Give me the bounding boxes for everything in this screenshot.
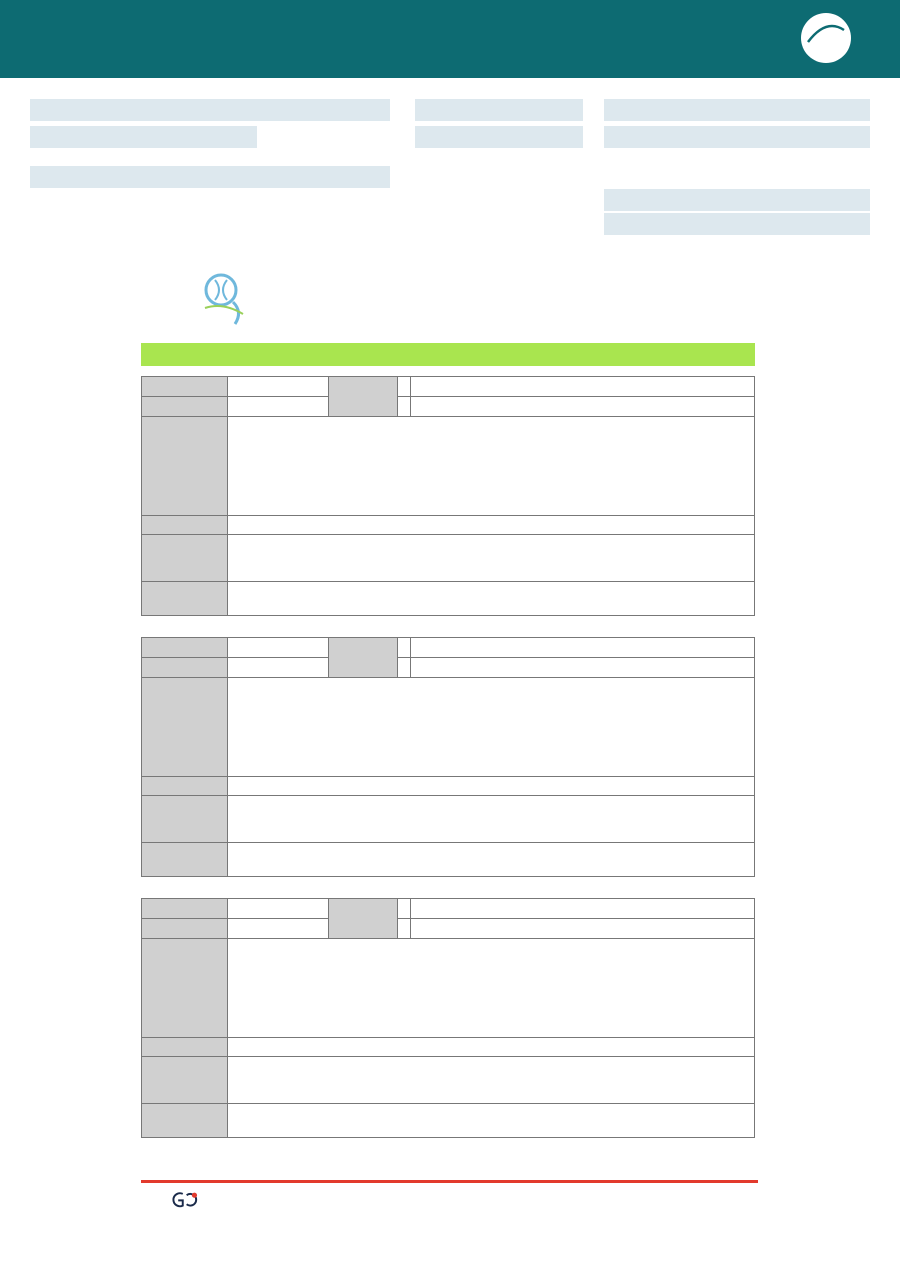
plus-sign	[398, 377, 411, 397]
loss-list	[411, 919, 755, 939]
minus-sign	[398, 919, 411, 939]
result-label	[142, 1038, 228, 1057]
genome-view-row	[142, 678, 755, 777]
segmental-row	[142, 796, 755, 843]
result-row	[142, 777, 755, 796]
hospital-code-field	[30, 126, 257, 148]
report-header	[0, 0, 900, 78]
mosaic-row	[142, 582, 755, 616]
sample-code-row	[142, 638, 755, 658]
plus-sign	[398, 638, 411, 658]
sample-code-value	[228, 899, 329, 919]
sample-code-label	[142, 899, 228, 919]
genome-view-row	[142, 939, 755, 1038]
sample-table	[141, 637, 755, 877]
genome-chart-cell	[228, 678, 755, 777]
patient-name-field	[30, 166, 390, 188]
chart-no-field	[30, 189, 390, 211]
result-value	[228, 516, 755, 535]
whole-genome-label	[142, 939, 228, 1038]
sample-table	[141, 898, 755, 1138]
sample-code-label	[142, 377, 228, 397]
mosaic-label	[142, 843, 228, 877]
clinical-info-field	[604, 126, 870, 148]
loss-list	[411, 397, 755, 417]
genome-chart	[229, 681, 753, 775]
segmental-label	[142, 535, 228, 582]
specimen-field	[415, 189, 595, 211]
segmental-info	[228, 1057, 755, 1104]
result-row	[142, 516, 755, 535]
chrom-abn-label	[329, 899, 398, 939]
sample-code-row	[142, 899, 755, 919]
genome-chart-cell	[228, 417, 755, 516]
genome-chart	[229, 420, 753, 514]
result-row	[142, 1038, 755, 1057]
minus-sign	[398, 397, 411, 417]
mosaic-info	[228, 582, 755, 616]
receipt-no-field	[604, 166, 870, 188]
result-value	[228, 777, 755, 796]
sample-code-label	[142, 638, 228, 658]
result-label	[142, 516, 228, 535]
genome-chart	[229, 942, 753, 1036]
gain-list	[411, 899, 755, 919]
institution-field	[30, 99, 390, 121]
gc-code-value	[228, 919, 329, 939]
minus-sign	[398, 658, 411, 678]
chrom-abn-label	[329, 638, 398, 678]
genobro-logo	[143, 272, 253, 332]
gc-code-label	[142, 658, 228, 678]
sample-table	[141, 376, 755, 616]
whole-genome-label	[142, 678, 228, 777]
mosaic-row	[142, 1104, 755, 1138]
gc-code-value	[228, 658, 329, 678]
gc-code-row	[142, 658, 755, 678]
gc-code-row	[142, 397, 755, 417]
chrom-abn-label	[329, 377, 398, 417]
segmental-row	[142, 535, 755, 582]
request-date-field	[604, 189, 870, 211]
segmental-label	[142, 1057, 228, 1104]
footer-divider	[141, 1180, 758, 1183]
ward-field	[415, 99, 583, 121]
whole-genome-label	[142, 417, 228, 516]
genome-care-logo	[141, 1190, 231, 1230]
mosaic-info	[228, 1104, 755, 1138]
gc-code-row	[142, 919, 755, 939]
gc-code-label	[142, 919, 228, 939]
sample-code-value	[228, 638, 329, 658]
segmental-info	[228, 796, 755, 843]
result-label	[142, 777, 228, 796]
sex-age-field	[415, 166, 595, 188]
plus-sign	[398, 899, 411, 919]
report-date-field	[604, 213, 870, 235]
sample-code-value	[228, 377, 329, 397]
doctor-field	[604, 99, 870, 121]
segmental-row	[142, 1057, 755, 1104]
unique-no-field	[30, 212, 390, 234]
gc-code-value	[228, 397, 329, 417]
mosaic-label	[142, 1104, 228, 1138]
mosaic-row	[142, 843, 755, 877]
genome-chart-cell	[228, 939, 755, 1038]
sml-logo	[800, 12, 852, 64]
segmental-info	[228, 535, 755, 582]
genome-view-row	[142, 417, 755, 516]
sample-code-row	[142, 377, 755, 397]
segmental-label	[142, 796, 228, 843]
gc-code-label	[142, 397, 228, 417]
gain-list	[411, 638, 755, 658]
section-header	[141, 343, 755, 366]
loss-list	[411, 658, 755, 678]
department-field	[415, 126, 583, 148]
gain-list	[411, 377, 755, 397]
result-value	[228, 1038, 755, 1057]
mosaic-info	[228, 843, 755, 877]
mosaic-label	[142, 582, 228, 616]
